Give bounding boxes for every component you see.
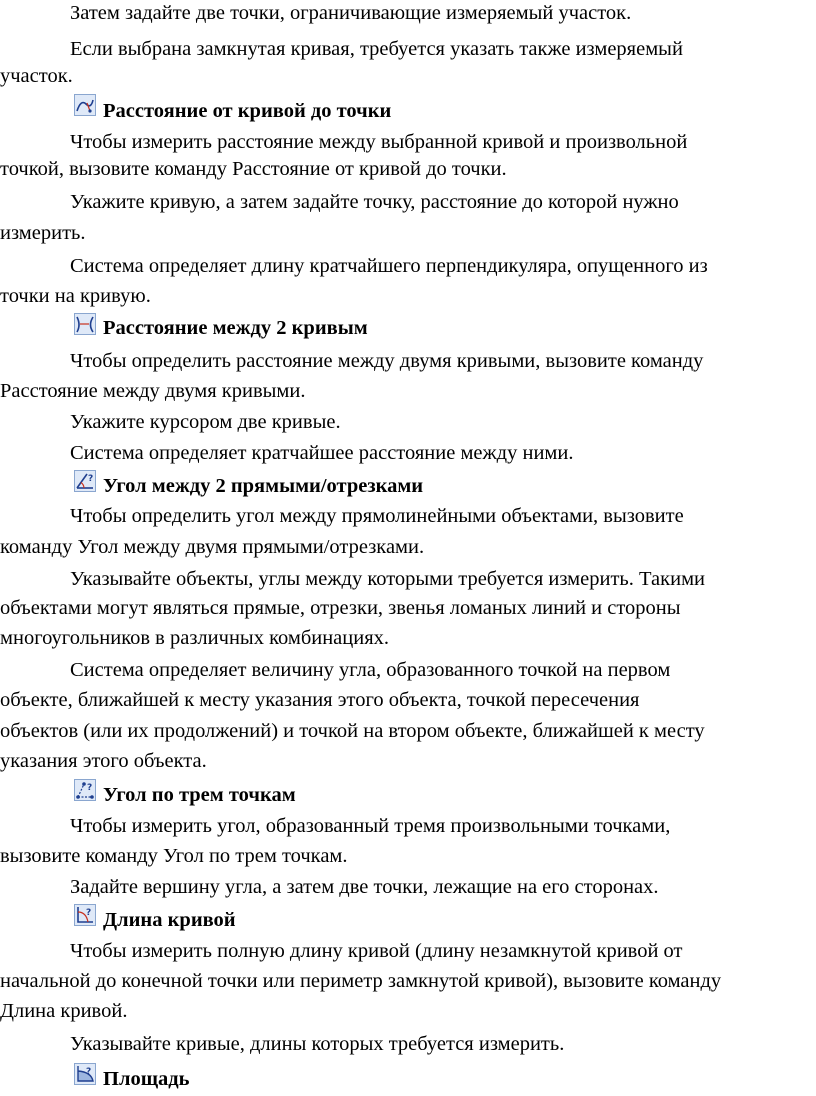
distance-two-curves-icon	[74, 313, 96, 335]
angle-three-points-icon	[74, 779, 96, 801]
paragraph-line: Укажите курсором две кривые.	[70, 411, 341, 433]
paragraph-line: Задайте вершину угла, а затем две точки, лежащие на его сторонах.	[70, 876, 659, 898]
paragraph-line: Чтобы определить угол между прямолинейными объектами, вызовите	[70, 505, 684, 527]
svg-text:?: ?	[86, 1067, 92, 1077]
paragraph-line: Указывайте кривые, длины которых требуется измерить.	[70, 1033, 565, 1055]
angle-two-lines-icon	[74, 470, 96, 492]
section-heading: Площадь	[103, 1068, 190, 1090]
paragraph-line: объекте, ближайшей к месту указания этого объекта, точкой пересечения	[0, 689, 640, 711]
section-heading: Расстояние от кривой до точки	[103, 100, 392, 122]
paragraph-line: вызовите команду Угол по трем точкам.	[0, 845, 348, 867]
paragraph-line: Если выбрана замкнутая кривая, требуется указать также измеряемый	[70, 38, 683, 60]
paragraph-line: точкой, вызовите команду Расстояние от кривой до точки.	[0, 158, 507, 180]
paragraph-line: Система определяет величину угла, образованного точкой на первом	[70, 659, 671, 681]
paragraph-line: начальной до конечной точки или периметр замкнутой кривой), вызовите команду	[0, 970, 722, 992]
svg-text:?: ?	[86, 908, 92, 918]
distance-curve-point-icon	[74, 94, 96, 116]
area-icon	[74, 1063, 96, 1085]
paragraph-line: Система определяет длину кратчайшего перпендикуляра, опущенного из	[70, 255, 708, 277]
paragraph-line: Затем задайте две точки, ограничивающие измеряемый участок.	[70, 2, 632, 24]
paragraph-line: объектами могут являться прямые, отрезки, звенья ломаных линий и стороны	[0, 597, 681, 619]
svg-text:?: ?	[87, 783, 93, 793]
paragraph-line: измерить.	[0, 222, 86, 244]
section-heading: Расстояние между 2 кривым	[103, 317, 368, 339]
paragraph-line: точки на кривую.	[0, 285, 151, 307]
paragraph-line: Длина кривой.	[0, 1000, 128, 1022]
paragraph-line: Указывайте объекты, углы между которыми требуется измерить. Такими	[70, 568, 706, 590]
section-heading: Угол по трем точкам	[103, 784, 296, 806]
svg-text:?: ?	[88, 474, 94, 484]
paragraph-line: указания этого объекта.	[0, 750, 207, 772]
paragraph-line: Чтобы измерить полную длину кривой (длину незамкнутой кривой от	[70, 940, 683, 962]
paragraph-line: Чтобы измерить угол, образованный тремя произвольными точками,	[70, 815, 671, 837]
section-heading: Длина кривой	[103, 909, 236, 931]
paragraph-line: многоугольников в различных комбинациях.	[0, 627, 390, 649]
paragraph-line: Система определяет кратчайшее расстояние между ними.	[70, 442, 574, 464]
paragraph-line: Расстояние между двумя кривыми.	[0, 380, 306, 402]
paragraph-line: объектов (или их продолжений) и точкой на втором объекте, ближайшей к месту	[0, 720, 705, 742]
curve-length-icon	[74, 904, 96, 926]
paragraph-line: Чтобы определить расстояние между двумя кривыми, вызовите команду	[70, 350, 704, 372]
paragraph-line: Укажите кривую, а затем задайте точку, расстояние до которой нужно	[70, 191, 679, 213]
paragraph-line: команду Угол между двумя прямыми/отрезками.	[0, 536, 425, 558]
section-heading: Угол между 2 прямыми/отрезками	[103, 475, 424, 497]
paragraph-line: участок.	[0, 65, 73, 87]
paragraph-line: Чтобы измерить расстояние между выбранной кривой и произвольной	[70, 131, 688, 153]
